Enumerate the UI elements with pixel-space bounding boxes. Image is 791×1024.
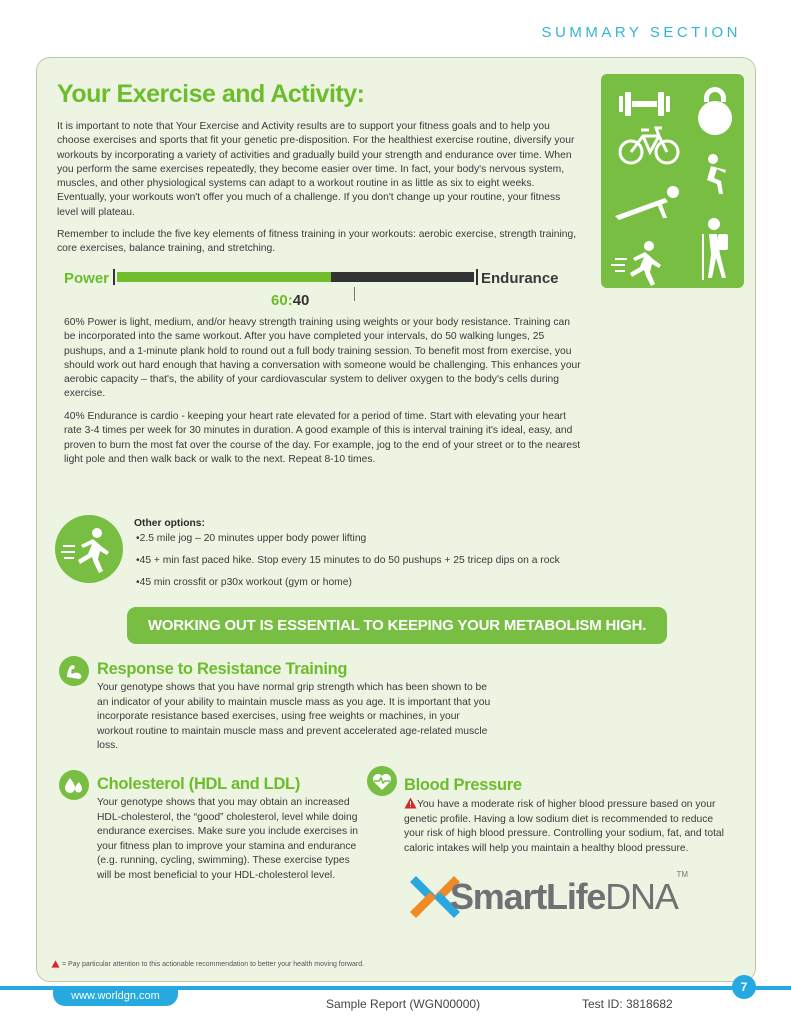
option-item: •45 + min fast paced hike. Stop every 15 minutes to do 50 pushups + 25 tricep dips on a rock xyxy=(136,555,560,566)
heart-pulse-icon xyxy=(367,766,397,796)
endurance-paragraph: 40% Endurance is cardio - keeping your heart rate elevated for a period of time. Start with elevating your heart rate 3-4 times per week for 30 minutes in duration. A good example of this is interval training it's ideal, easy, and proven to burn the most fat over the course of the day. For example, jog to the end of your street or to the nearest light pole and then walk back or walk to the next. Repeat 8-10 times. xyxy=(64,411,581,465)
intro-paragraph: It is important to note that Your Exercise and Activity results are to support your fitness goals and to help you choose exercises and sports that fit your genetic pre-disposition. For the healthiest exercise routine, diversify your workouts by incorporating a variety of activities and gradually build your strength and endurance over time. When you perform the same exercises repeatedly, they become easier over time. In fact, your body's nervous system, muscles, and other physiological systems can adapt to a workout routine in as little as six to eight weeks. Eventually, your workouts won't offer you much of a challenge. If you don't change up your routine, your fitness level will plateau. xyxy=(57,121,575,218)
smartlife-dna-logo xyxy=(380,870,700,930)
flexed-arm-icon xyxy=(59,656,89,686)
logo-text: SmartLifeDNA xyxy=(450,876,678,917)
power-endurance-bar xyxy=(113,269,478,285)
sprinter-icon xyxy=(611,241,661,286)
page-title: Your Exercise and Activity: xyxy=(57,80,365,108)
fitness-icons-tile xyxy=(601,74,744,288)
pushup-icon xyxy=(615,186,679,220)
website-link[interactable]: www.worldgn.com xyxy=(53,986,178,1006)
warning-icon xyxy=(404,797,417,809)
blood-pressure-title: Blood Pressure xyxy=(404,776,522,794)
power-bar-fill xyxy=(117,272,331,282)
endurance-label: Endurance xyxy=(481,270,559,287)
test-id: Test ID: 3818682 xyxy=(582,997,673,1011)
footnote: = Pay particular attention to this actionable recommendation to better your health moving forward. xyxy=(51,960,364,968)
resistance-text: Your genotype shows that you have normal grip strength which has been shown to be an indicator of your ability to maintain muscle mass as you age. It is important that you incorporate resistance based exercises, using free weights or machines, in your workout routine to maintain muscle mass and prevent accelerated age-related muscle loss. xyxy=(97,682,491,752)
other-options xyxy=(134,518,560,598)
trademark: TM xyxy=(676,870,688,879)
cholesterol-text: Your genotype shows that you may obtain an increased HDL-cholesterol, the “good” cholesterol, level while doing endurance exercises. Make sure you include exercises in your fitness plan to improve your stamina and endurance (e.g. running, cycling, swimming). These exercise types will be most beneficial to your HDL-cholesterol level. xyxy=(97,797,358,881)
hiker-icon xyxy=(702,218,728,280)
resistance-title: Response to Resistance Training xyxy=(97,660,348,678)
kettlebell-icon xyxy=(698,87,732,135)
options-heading: Other options: xyxy=(134,518,205,529)
endurance-bar-fill xyxy=(331,272,474,282)
dumbbell-icon xyxy=(619,92,670,116)
blood-pressure-text: You have a moderate risk of higher blood pressure based on your genetic profile. Having a low sodium diet is recommended to reduce your risk of high blood pressure. Controlling your sodium, fat, and total caloric intakes will help you maintain a healthy blood pressure. xyxy=(404,799,724,854)
power-value: 60 xyxy=(271,292,288,309)
drops-icon xyxy=(59,770,89,800)
option-item: •2.5 mile jog – 20 minutes upper body power lifting xyxy=(136,533,367,544)
squat-icon xyxy=(707,154,726,194)
metabolism-banner: WORKING OUT IS ESSENTIAL TO KEEPING YOUR METABOLISM HIGH. xyxy=(127,607,667,644)
key-elements-paragraph: Remember to include the five key elements of fitness training in your workouts: aerobic exercise, strength training, core exercises, balance training, and stretching. xyxy=(57,229,577,255)
section-label: SUMMARY SECTION xyxy=(541,24,741,41)
ratio-divider xyxy=(354,287,355,301)
cholesterol-title: Cholesterol (HDL and LDL) xyxy=(97,775,301,793)
ratio-separator: : xyxy=(287,292,293,309)
exercise-panel xyxy=(36,57,756,982)
endurance-value: 40 xyxy=(292,292,310,309)
power-label: Power xyxy=(64,270,110,287)
warning-icon xyxy=(51,960,60,968)
power-paragraph: 60% Power is light, medium, and/or heavy strength training using weights or your body resistance. Training can be incorporated into the same workout. After you have completed your intervals, do 50 walking lunges, 25 pushups, and a 1-minute plank hold to round out a full body training session. To benefit most from exercise, you should work out hard enough that having a conversation with someone would be challenging. This enhances your aerobic capacity – that's, the ability of your cardiovascular system to deliver oxygen to the body's cells during exercise. xyxy=(64,317,581,400)
sample-report-label: Sample Report (WGN00000) xyxy=(326,997,481,1011)
runner-icon xyxy=(55,515,123,583)
page-number: 7 xyxy=(732,975,756,999)
option-item: •45 min crossfit or p30x workout (gym or home) xyxy=(136,577,352,588)
bicycle-icon xyxy=(620,128,678,163)
power-endurance-ratio xyxy=(271,292,309,309)
